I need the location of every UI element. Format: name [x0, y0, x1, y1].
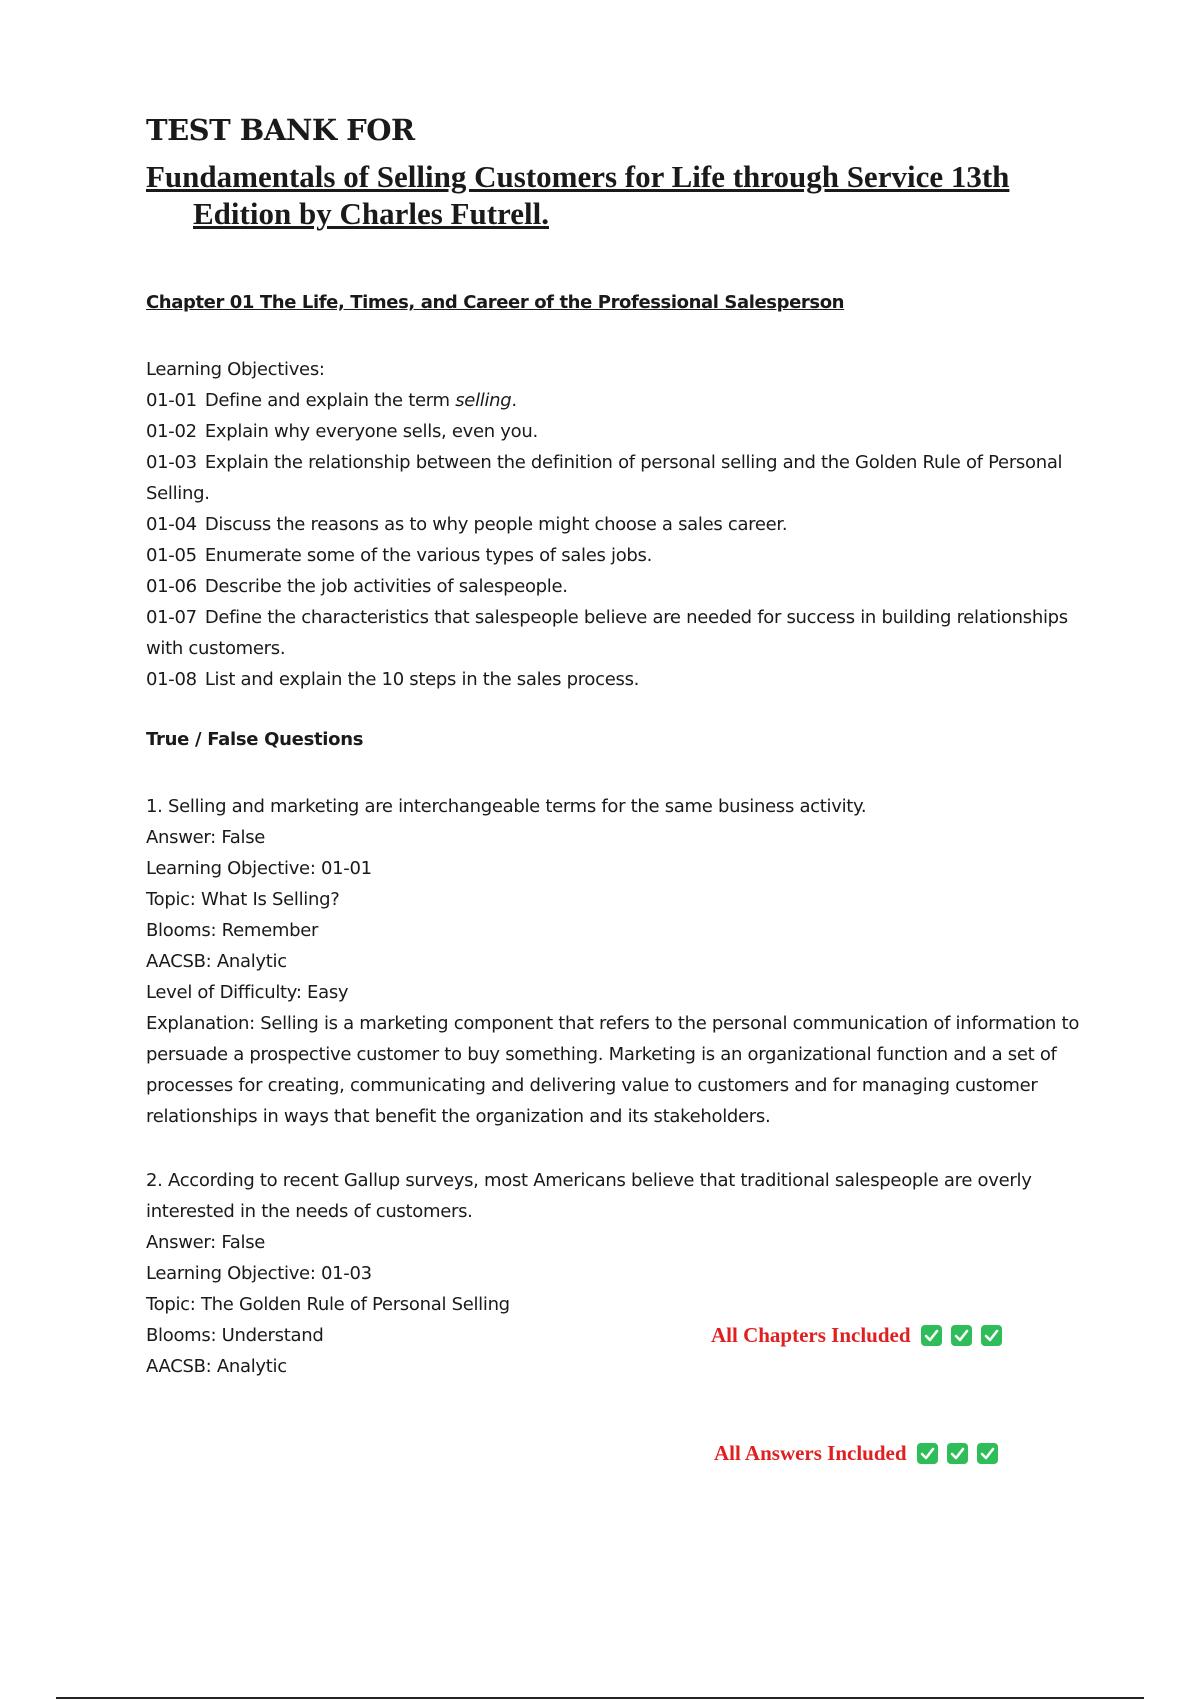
question-2 [146, 1165, 1091, 1382]
aacsb: AACSB: Analytic [146, 951, 287, 972]
blooms: Blooms: Remember [146, 920, 319, 941]
objective-item [146, 571, 1091, 602]
objective-text: Define and explain the term [204, 390, 456, 411]
book-title [146, 158, 1066, 232]
objective-text: Explain why everyone sells, even you. [204, 421, 538, 442]
objective-punct: . [511, 390, 517, 411]
objective-code: 01-08 [146, 669, 197, 690]
topic: Topic: What Is Selling? [146, 889, 340, 910]
objective-code: 01-02 [146, 421, 197, 442]
objective-item [146, 416, 1091, 447]
objective-item [146, 602, 1091, 664]
all-answers-text: All Answers Included [714, 1441, 907, 1465]
objective-text: Enumerate some of the various types of sales jobs. [204, 545, 653, 566]
objective-text: Discuss the reasons as to why people might choose a sales career. [204, 514, 788, 535]
learning-objective: Learning Objective: 01-01 [146, 858, 372, 879]
book-title-line-2: Edition by Charles Futrell. [193, 196, 549, 231]
objective-code: 01-03 [146, 452, 197, 473]
objectives-label: Learning Objectives: [146, 359, 325, 380]
objective-item [146, 385, 1091, 416]
question-text: 2. According to recent Gallup surveys, most Americans believe that traditional salespeople are overly interested in the needs of customers. [146, 1170, 1032, 1222]
objective-item [146, 664, 1091, 695]
chapter-heading: Chapter 01 The Life, Times, and Career of the Professional Salesperson [146, 292, 845, 313]
explanation: Explanation: Selling is a marketing component that refers to the personal communication of information to persuade a prospective customer to buy something. Marketing is an organizational function and a set of processes for creating, communicating and delivering value to customers and for managing customer relationships in ways that benefit the organization and its stakeholders. [146, 1013, 1080, 1127]
aacsb: AACSB: Analytic [146, 1356, 287, 1377]
difficulty: Level of Difficulty: Easy [146, 982, 349, 1003]
objective-text: Define the characteristics that salespeople believe are needed for success in building relationships with customers. [146, 607, 1068, 659]
objective-item [146, 447, 1091, 509]
objective-code: 01-05 [146, 545, 197, 566]
check-icon [947, 1443, 968, 1464]
objective-text: Describe the job activities of salespeople. [204, 576, 568, 597]
blooms: Blooms: Understand [146, 1325, 324, 1346]
objective-code: 01-04 [146, 514, 197, 535]
check-icon [921, 1325, 942, 1346]
check-icon [951, 1325, 972, 1346]
bottom-divider [56, 1697, 1144, 1699]
answer: Answer: False [146, 1232, 266, 1253]
all-chapters-text: All Chapters Included [711, 1323, 911, 1347]
objective-code: 01-07 [146, 607, 197, 628]
objective-text: Explain the relationship between the definition of personal selling and the Golden Rule of Personal Selling. [146, 452, 1063, 504]
answer: Answer: False [146, 827, 266, 848]
learning-objectives [146, 354, 1091, 695]
objective-text: List and explain the 10 steps in the sales process. [204, 669, 640, 690]
check-icon [977, 1443, 998, 1464]
book-title-line-1: Fundamentals of Selling Customers for Life through Service 13th [146, 159, 1010, 194]
objective-emphasis: selling [455, 390, 512, 411]
question-1 [146, 791, 1091, 1132]
check-icon [981, 1325, 1002, 1346]
objective-item [146, 540, 1091, 571]
question-text: 1. Selling and marketing are interchangeable terms for the same business activity. [146, 796, 867, 817]
learning-objective: Learning Objective: 01-03 [146, 1263, 372, 1284]
section-heading: True / False Questions [146, 729, 364, 750]
check-icon [917, 1443, 938, 1464]
all-chapters-promo [711, 1323, 1011, 1348]
test-bank-label: TEST BANK FOR [146, 113, 415, 147]
topic: Topic: The Golden Rule of Personal Selling [146, 1294, 510, 1315]
objective-code: 01-06 [146, 576, 197, 597]
all-answers-promo [714, 1441, 1007, 1466]
objective-item [146, 509, 1091, 540]
objective-code: 01-01 [146, 390, 197, 411]
